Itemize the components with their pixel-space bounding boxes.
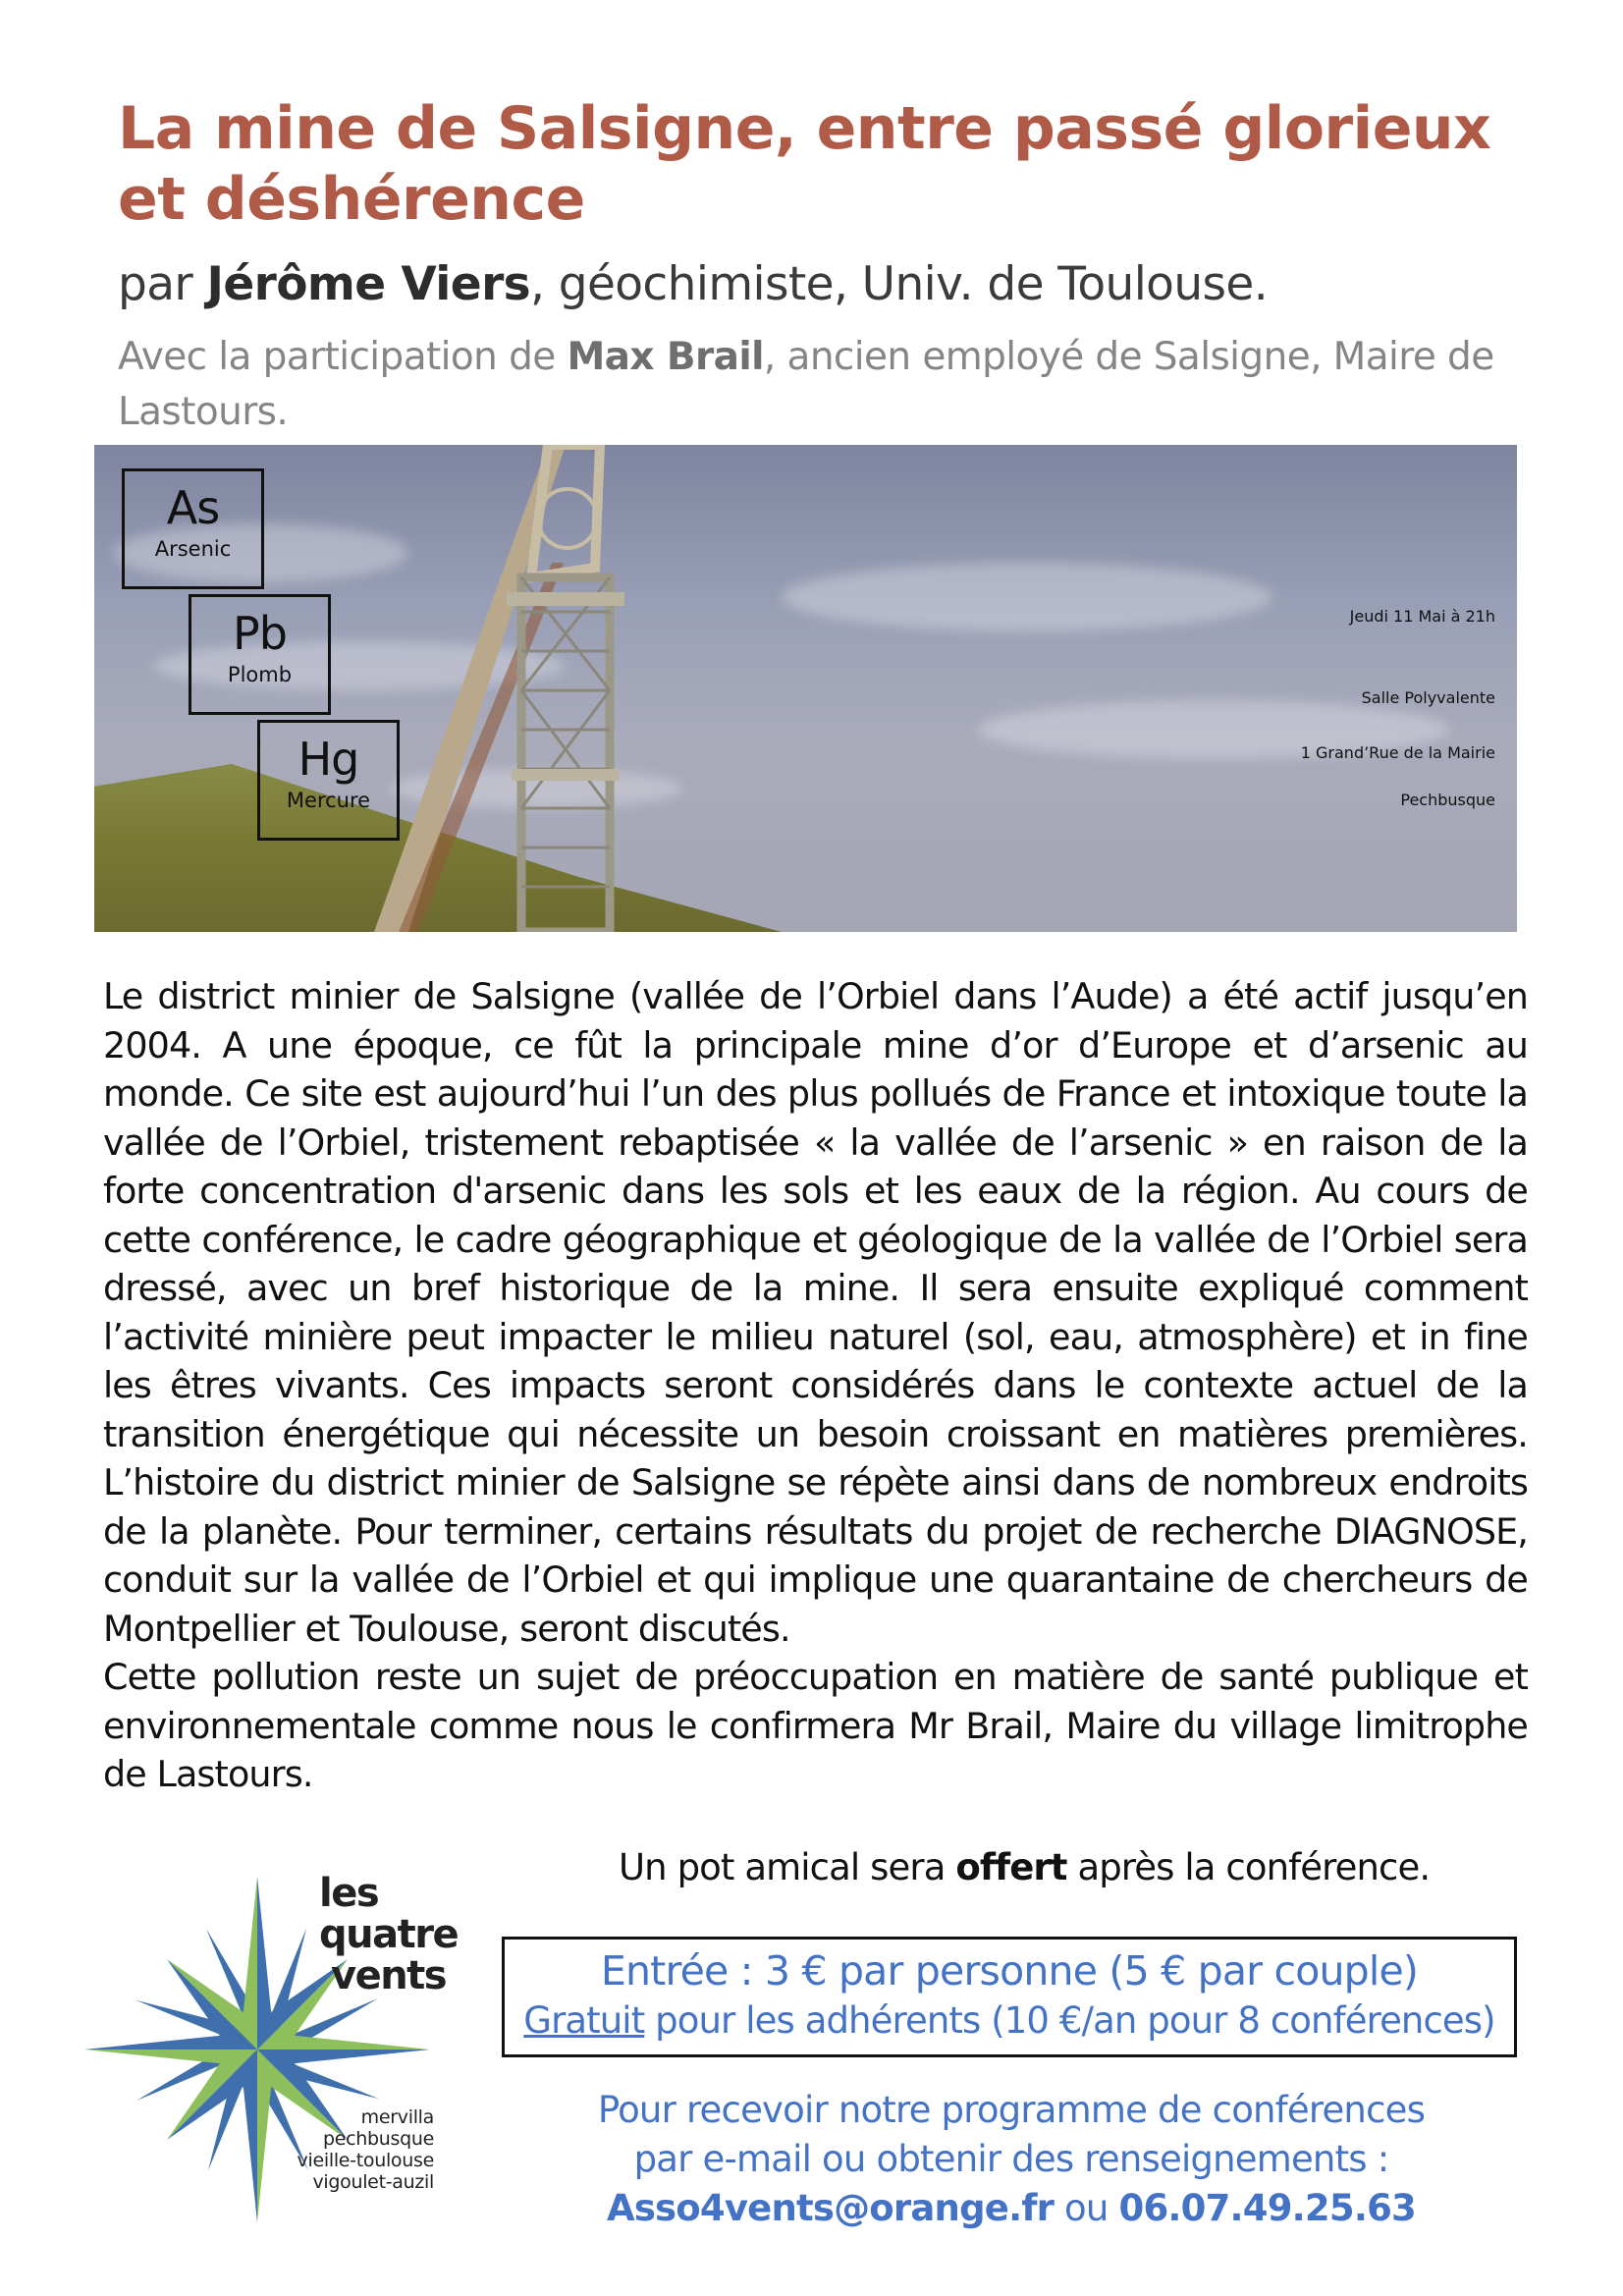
member-price	[505, 1996, 1514, 2046]
member-price-detail: pour les adhérents (10 €/an pour 8 conférences)	[644, 1999, 1495, 2042]
conference-description	[103, 972, 1528, 1799]
free-label: Gratuit	[523, 1999, 645, 2042]
element-symbol: Pb	[233, 607, 287, 660]
contact-separator: ou	[1054, 2187, 1119, 2229]
description-paragraph-1: Le district minier de Salsigne (vallée de l’Orbiel dans l’Aude) a été actif jusqu’en 2004. A une époque, ce fût la principale mine d’or d’Europe et d’arsenic au monde. Ce site est aujourd’hui l’un des plus pollués de France et intoxique toute la vallée de l’Orbiel, tristement rebaptisée « la vallée de l’arsenic » en raison de la forte concentration d'arsenic dans les sols et les eaux de la région. Au cours de cette conférence, le cadre géographique et géologique de la vallée de l’Orbiel sera dressé, avec un bref historique de la mine. Il sera ensuite expliqué comment l’activité minière peut impacter le milieu naturel (sol, eau, atmosphère) et in fine les êtres vivants. Ces impacts seront considérés dans le contexte actuel de la transition énergétique qui nécessite un besoin croissant en matières premières. L’histoire du district minier de Salsigne se répète ainsi dans de nombreux endroits de la planète. Pour terminer, certains résultats du projet de recherche DIAGNOSE, conduit sur la vallée de l’Orbiel et qui implique une quarantaine de chercheurs de Montpellier et Toulouse, seront discutés.	[103, 975, 1528, 1650]
element-name: Mercure	[286, 789, 371, 812]
logo-town: mervilla	[360, 2106, 434, 2128]
logo-town: vieille-toulouse	[297, 2150, 434, 2171]
logo-name-line: les	[319, 1871, 379, 1916]
contact-line-1: Pour recevoir notre programme de conférences	[597, 2089, 1426, 2131]
speaker-byline	[118, 257, 1268, 312]
speaker-role: , géochimiste, Univ. de Toulouse.	[530, 257, 1269, 311]
admission-price: Entrée : 3 € par personne (5 € par couple)	[600, 1947, 1419, 1995]
les-quatre-vents-logo	[79, 1871, 459, 2234]
mine-headframe-photo	[94, 445, 1517, 932]
reception-prefix: Un pot amical sera	[619, 1846, 956, 1888]
logo-towns	[298, 2106, 434, 2193]
contact-info	[550, 2086, 1473, 2233]
contact-email-link[interactable]: Asso4vents@orange.fr	[607, 2187, 1055, 2229]
logo-town: vigoulet-auzil	[312, 2171, 434, 2193]
reception-suffix: après la conférence.	[1066, 1846, 1431, 1888]
contact-phone[interactable]: 06.07.49.25.63	[1118, 2187, 1416, 2229]
element-name: Plomb	[227, 663, 293, 686]
participation-prefix: Avec la participation de	[118, 335, 568, 379]
poster-title	[118, 93, 1551, 235]
element-symbol: As	[166, 481, 220, 534]
event-town: Pechbusque	[1400, 791, 1495, 809]
logo-name-line: vents	[331, 1953, 447, 1998]
title-line-2: et déshérence	[118, 165, 585, 234]
element-tile-mercury	[257, 720, 400, 841]
contact-line-3	[550, 2184, 1473, 2233]
reception-offered: offert	[955, 1846, 1067, 1888]
guest-role: , ancien employé de Salsigne, Maire de Lastours.	[118, 335, 1494, 434]
reception-note	[619, 1846, 1430, 1888]
event-date: Jeudi 11 Mai à 21h	[1349, 607, 1495, 626]
element-tile-arsenic	[122, 468, 264, 589]
admission-price-box	[502, 1937, 1517, 2057]
description-paragraph-2: Cette pollution reste un sujet de préoccupation en matière de santé publique et environnementale comme nous le confirmera Mr Brail, Maire du village limitrophe de Lastours.	[103, 1656, 1528, 1795]
byline-prefix: par	[118, 257, 207, 311]
logo-town: pechbusque	[322, 2128, 434, 2150]
guest-participation	[118, 330, 1532, 440]
contact-line-2: par e-mail ou obtenir des renseignements :	[633, 2138, 1389, 2180]
logo-name-line: quatre	[319, 1912, 459, 1957]
element-tile-lead	[189, 594, 331, 715]
title-line-1: La mine de Salsigne, entre passé glorieux	[118, 94, 1491, 163]
element-symbol: Hg	[298, 733, 359, 786]
event-address: 1 Grand’Rue de la Mairie	[1300, 743, 1495, 762]
element-name: Arsenic	[154, 537, 232, 561]
guest-name: Max Brail	[567, 335, 764, 379]
event-venue: Salle Polyvalente	[1361, 688, 1495, 707]
logo-name	[319, 1873, 458, 1996]
speaker-name: Jérôme Viers	[206, 257, 531, 311]
